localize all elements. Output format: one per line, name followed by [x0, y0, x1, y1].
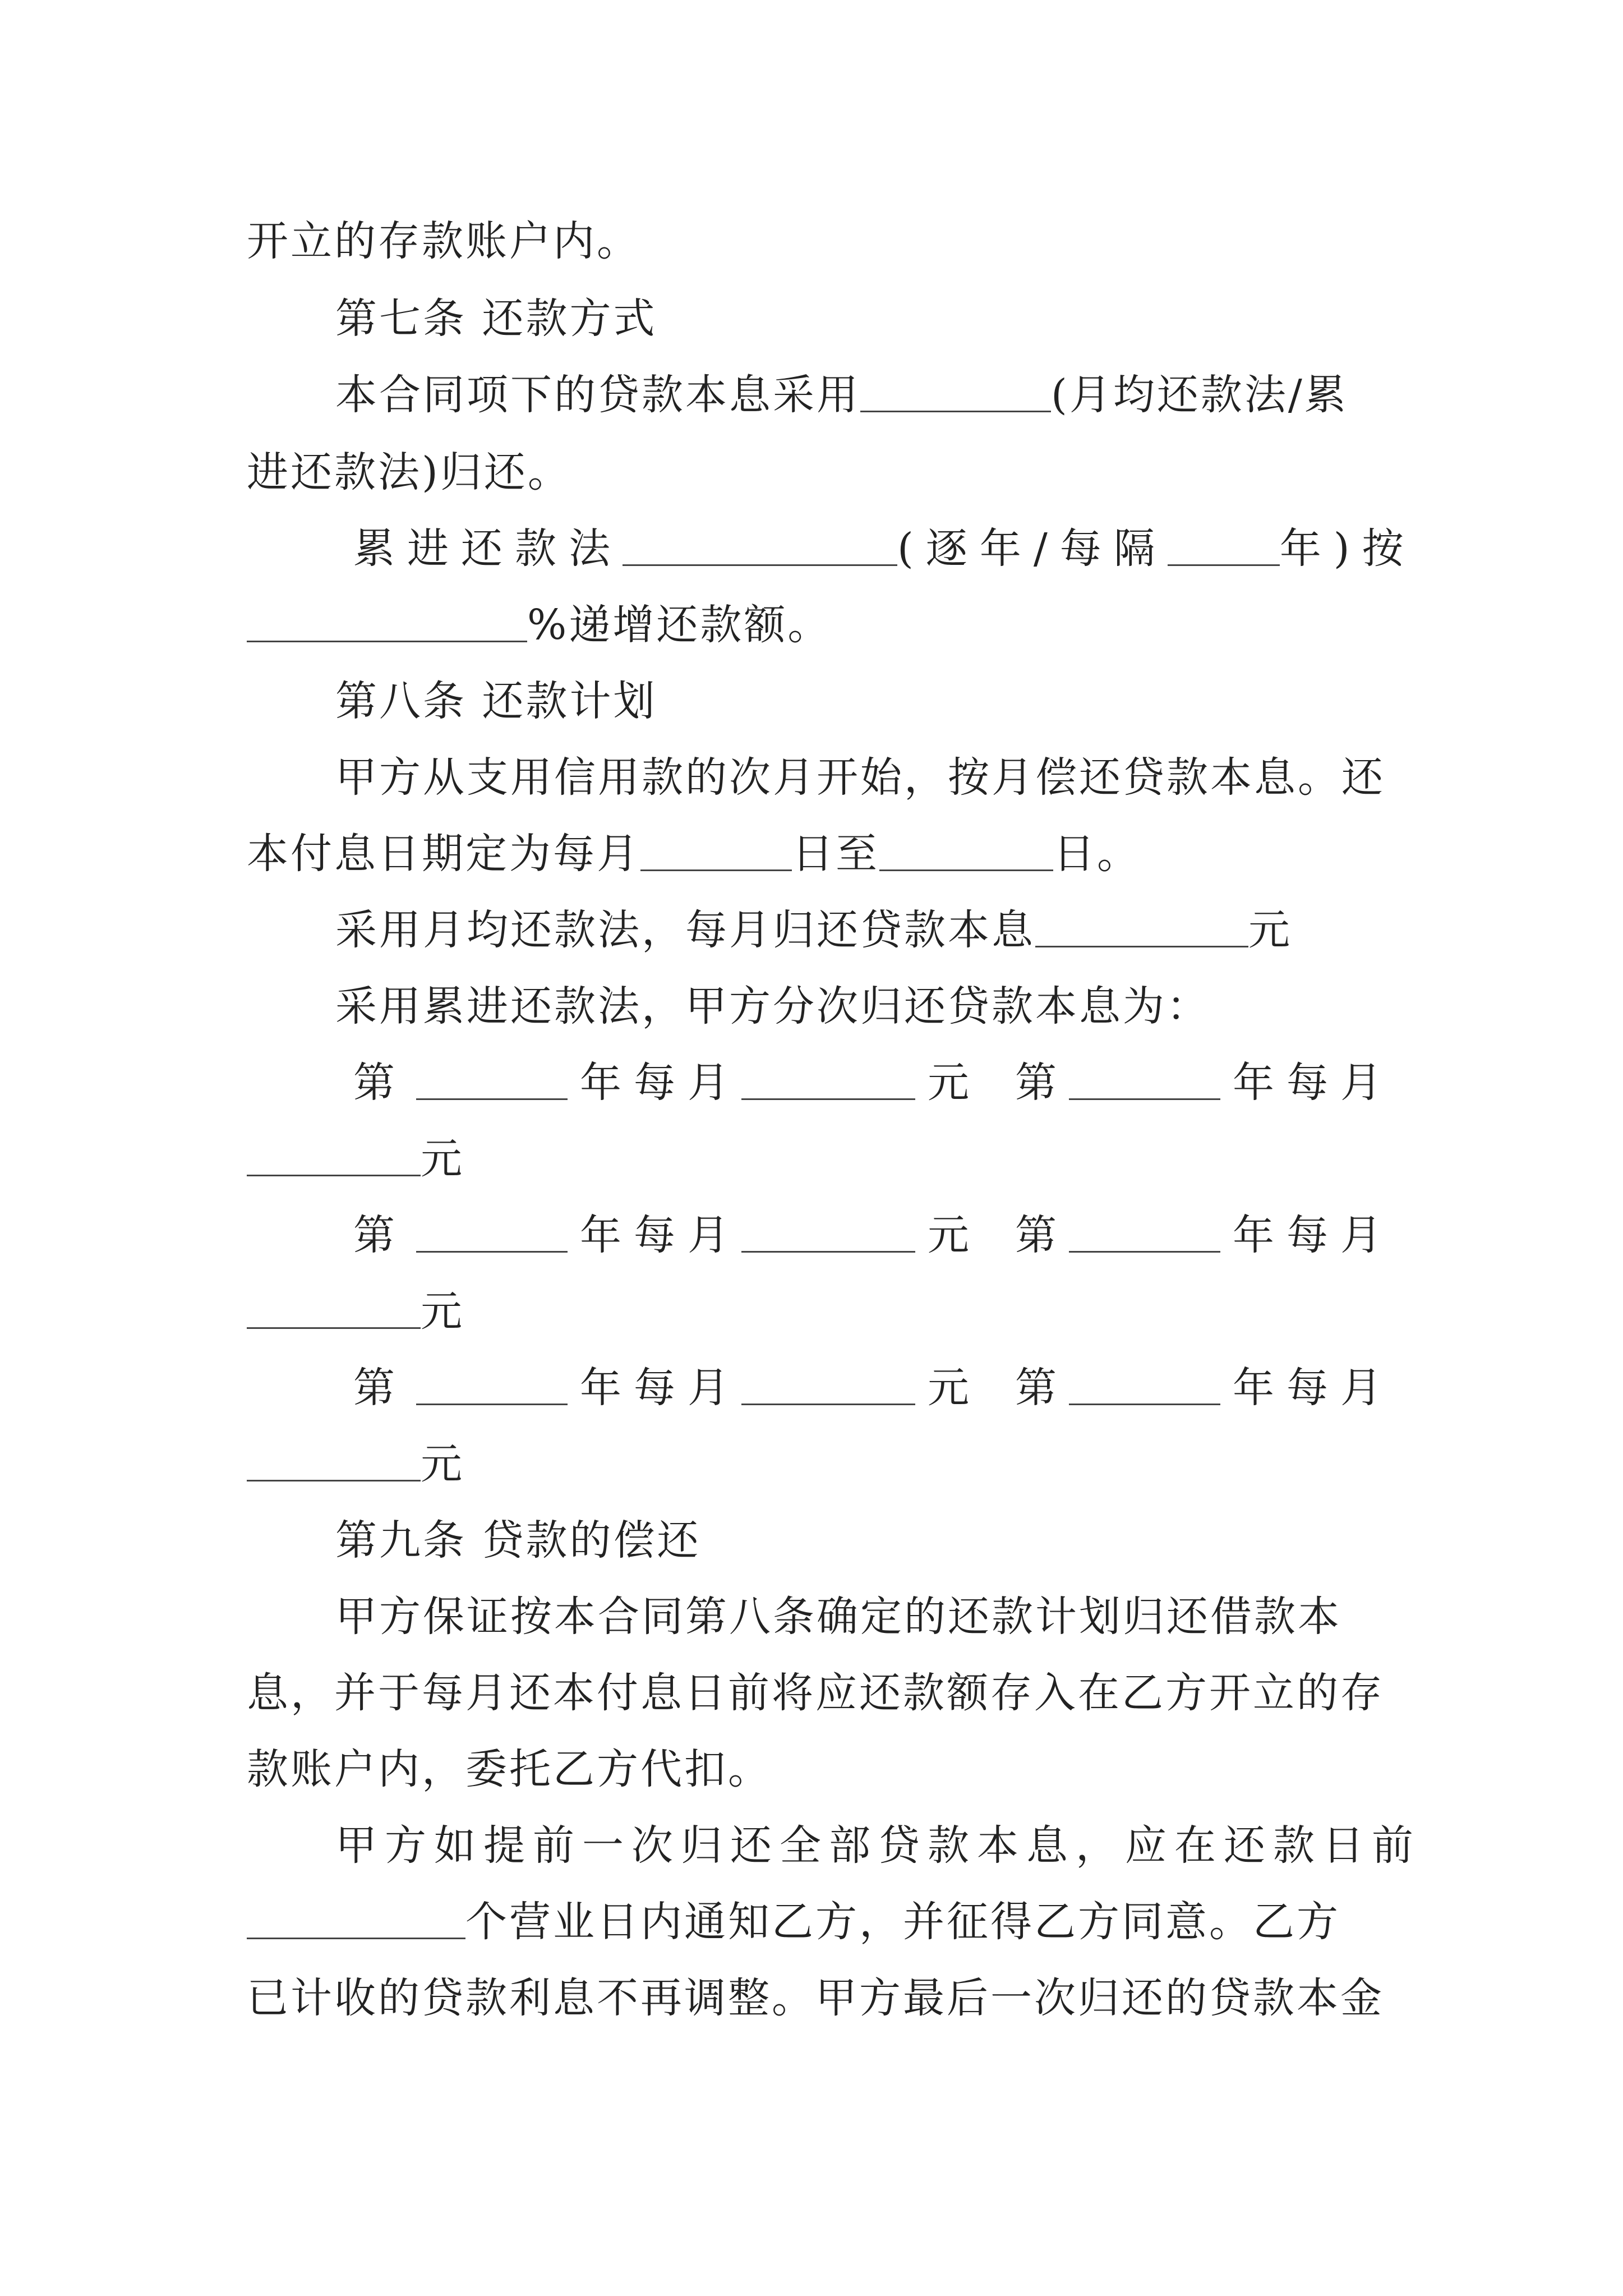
text-line — [247, 1894, 1340, 1950]
text: 甲方从支用信用款的次月开始，按月偿还贷款本息。还 — [335, 753, 1385, 802]
heading: 第九条 贷款的偿还 — [335, 1516, 701, 1565]
text: 款账户内，委托乙方代扣。 — [247, 1745, 772, 1793]
text: 年每月 — [580, 1211, 741, 1259]
blank-line — [1069, 1212, 1220, 1253]
text-line — [335, 749, 1385, 806]
blank-line — [860, 371, 1051, 412]
text: 年每月 — [580, 1364, 741, 1412]
text-line — [247, 1665, 1384, 1721]
text: (月均还款法/累 — [1051, 371, 1348, 419]
text: 进还款法)归还。 — [247, 448, 571, 496]
text-line — [247, 597, 831, 653]
blank-line — [741, 1059, 915, 1100]
text: 元 — [421, 1135, 464, 1183]
text: 日至 — [792, 830, 879, 878]
blank-line — [416, 1364, 568, 1405]
text-line — [247, 444, 571, 500]
text-line — [247, 213, 640, 269]
text: 第 — [353, 1364, 407, 1412]
blank-line — [1035, 907, 1248, 947]
blank-line — [623, 525, 897, 566]
text: 元 — [928, 1211, 981, 1259]
text: 第 — [1015, 1364, 1069, 1412]
text: 元 — [928, 1059, 981, 1107]
text-line — [335, 367, 1348, 423]
blank-line — [416, 1059, 568, 1100]
heading: 第七条 还款方式 — [335, 295, 657, 343]
text-line — [335, 978, 1210, 1034]
text: 年每月 — [580, 1059, 741, 1107]
text: 息，并于每月还本付息日前将应还款额存入在乙方开立的存 — [247, 1669, 1384, 1717]
text: 元 — [421, 1287, 464, 1336]
text: 采用累进还款法，甲方分次归还贷款本息为： — [335, 982, 1210, 1030]
schedule-row — [353, 1360, 1394, 1416]
blank-line — [247, 1288, 421, 1329]
text: 已计收的贷款利息不再调整。甲方最后一次归还的贷款本金 — [247, 1974, 1384, 2022]
text: 年每月 — [1233, 1364, 1394, 1412]
text-line — [335, 1589, 1341, 1645]
text-line — [335, 1818, 1421, 1874]
text-line — [247, 1970, 1384, 2026]
blank-line — [1168, 525, 1280, 566]
text: 元 — [928, 1364, 981, 1412]
blank-line — [1069, 1059, 1220, 1100]
blank-line — [741, 1364, 915, 1405]
blank-line — [247, 1135, 421, 1176]
text: 本合同项下的贷款本息采用 — [335, 371, 860, 419]
text: 开立的存款账户内。 — [247, 217, 640, 265]
text-line — [247, 826, 1141, 882]
text: 第 — [353, 1059, 407, 1107]
schedule-row-cont — [247, 1131, 464, 1187]
text: 第 — [1015, 1211, 1069, 1259]
text: 第 — [1015, 1059, 1069, 1107]
article-9-title — [335, 1512, 701, 1568]
blank-line — [741, 1212, 915, 1253]
schedule-row-cont — [247, 1283, 464, 1340]
text-line — [247, 1741, 772, 1797]
text: 个营业日内通知乙方，并征得乙方同意。乙方 — [465, 1898, 1340, 1946]
blank-line — [1069, 1364, 1220, 1405]
text: 第 — [353, 1211, 407, 1259]
blank-line — [247, 1441, 421, 1481]
text: 甲方保证按本合同第八条确定的还款计划归还借款本 — [335, 1593, 1341, 1641]
blank-line — [247, 1898, 465, 1939]
blank-line — [247, 601, 527, 642]
text-line — [335, 902, 1292, 958]
text: (逐年/每隔 — [897, 524, 1168, 573]
schedule-row — [353, 1055, 1394, 1111]
schedule-row-cont — [247, 1436, 464, 1492]
schedule-row — [353, 1207, 1394, 1263]
text: 累进还款法 — [353, 524, 623, 573]
text: 年每月 — [1233, 1211, 1394, 1259]
article-8-title — [335, 673, 657, 729]
blank-line — [416, 1212, 568, 1253]
blank-line — [640, 830, 792, 871]
text: 年每月 — [1233, 1059, 1394, 1107]
text: 年)按 — [1279, 524, 1416, 573]
text: 元 — [1248, 906, 1292, 954]
blank-line — [879, 830, 1053, 871]
text: 甲方如提前一次归还全部贷款本息，应在还款日前 — [335, 1821, 1421, 1870]
heading: 第八条 还款计划 — [335, 677, 657, 725]
text: 日。 — [1053, 830, 1141, 878]
article-7-title — [335, 291, 657, 347]
text: 元 — [421, 1440, 464, 1488]
text: 采用月均还款法，每月归还贷款本息 — [335, 906, 1035, 954]
text: 本付息日期定为每月 — [247, 830, 640, 878]
text: %递增还款额。 — [527, 601, 832, 649]
text-line — [353, 521, 1416, 577]
